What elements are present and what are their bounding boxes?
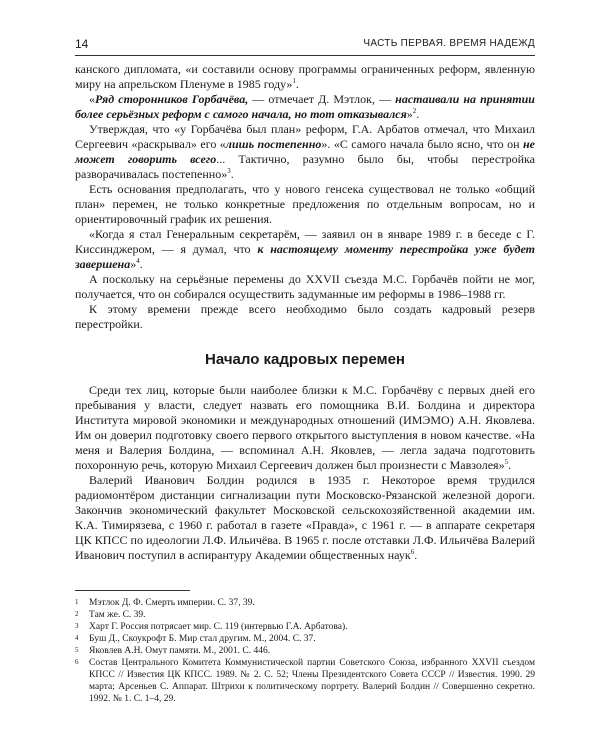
footnote-ref: 1 [292,77,296,85]
paragraph: «Когда я стал Генеральным секретарём, — заявил он в январе 1989 г. в беседе с Г. Киссинджером, — я думал, что к настоящему моменту перестройка уже будет завершена»$^4$. [75,227,535,271]
section-heading: Начало кадровых перемен [205,351,405,368]
running-header [75,37,535,56]
paragraph: Утверждая, что «у Горбачёва был план» реформ, Г.А. Арбатов отмечал, что Михаил Сергеевич «раскрывал» его «лишь постепенно». «С самого начала было ясно, что он не может говорить всего... Тактично, разумно было бы, чтобы перестройка разворачивалась постепенно»$^3$. [75,122,535,181]
paragraph: К этому времени прежде всего необходимо было создать кадровый резерв перестройки. [75,302,535,331]
footnote: 1 Мэтлок Д. Ф. Смерть империи. С. 37, 39. [75,598,255,608]
paragraph: Есть основания предполагать, что у нового генсека существовал не только «общий план» перемен, не только конкретные предложения по отдельным вопросам, но и ориентировочный график их решения. [75,182,535,226]
footnote: 6 Состав Центрального Комитета Коммунистической партии Советского Союза, избранного XXVII съездом КПСС // Известия ЦК КПСС. 1989. № 2. С. 52; Члены Президентского Совета СССР // Известия. 1990. 29 марта; Арсеньев С. Аппарат. Штрихи к политическому портрету. Валерий Болдин // Совершенно секретно. 1992. № 1. С. 1–4, 29. [75,658,535,704]
footnote: 2 Там же. С. 39. [75,610,146,620]
footnote: 3 Харт Г. Россия потрясает мир. С. 119 (интервью Г.А. Арбатова). [75,622,348,632]
footnote-ref: 2 [412,107,417,115]
paragraph: А поскольку на серьёзные перемены до XXVII съезда М.С. Горбачёв пойти не мог, получается, что он собирался осуществить задуманные им реформы в 1986–1988 гг. [75,272,535,301]
footnotes [75,597,535,705]
footnote: 5 Яковлев А.Н. Омут памяти. М., 2001. С. 446. [75,646,271,656]
footnote-ref: 3 [227,167,231,175]
page-number: 14 [75,37,89,51]
paragraph: канского дипломата, «и составили основу программы ограниченных реформ, явленную миру на апрельском Пленуме в 1985 году»$^1$. [75,62,535,91]
paragraph: «Ряд сторонников Горбачёва, — отмечает Д. Мэтлок, — настаивали на принятии более серьёзных реформ с самого начала, но тот отказывался»$^2$. [75,92,535,121]
footnote-ref: 4 [136,257,140,265]
footnote-divider [75,590,190,591]
footnote-ref: 6 [410,548,415,556]
running-title: ЧАСТЬ ПЕРВАЯ. ВРЕМЯ НАДЕЖД [363,38,535,49]
paragraph: Среди тех лиц, которые были наиболее близки к М.С. Горбачёву с первых дней его пребывания у власти, следует назвать его помощника В.И. Болдина и директора Института мировой экономики и международных отношений (ИМЭМО) А.Н. Яковлева. Им он доверил подготовку своего первого открытого выступления в новом качестве. «На меня и Валерия Болдина, — вспоминал А.Н. Яковлев, — легла задача подготовить похоронную речь, которую Михаил Сергеевич должен был произнести с Мавзолея»$^5$. [75,383,535,472]
footnote: 4 Буш Д., Скоукрофт Б. Мир стал другим. М., 2004. С. 37. [75,634,316,644]
page-body [75,62,535,563]
paragraph: Валерий Иванович Болдин родился в 1935 г. Некоторое время трудился радиомонтёром дистанции сигнализации пути Московско-Рязанской железной дороги. Закончив экономический факультет Московской сельскохозяйственной академии им. К.А. Тимирязева, с 1960 г. работал в газете «Правда», с 1961 г. — в аппарате секретаря ЦК КПСС по идеологии Л.Ф. Ильичёва. В 1965 г. после отставки Л.Ф. Ильичёва Валерий Иванович поступил в аспирантуру Академии общественных наук$^6$. [75,473,535,562]
footnote-ref: 5 [504,458,509,466]
